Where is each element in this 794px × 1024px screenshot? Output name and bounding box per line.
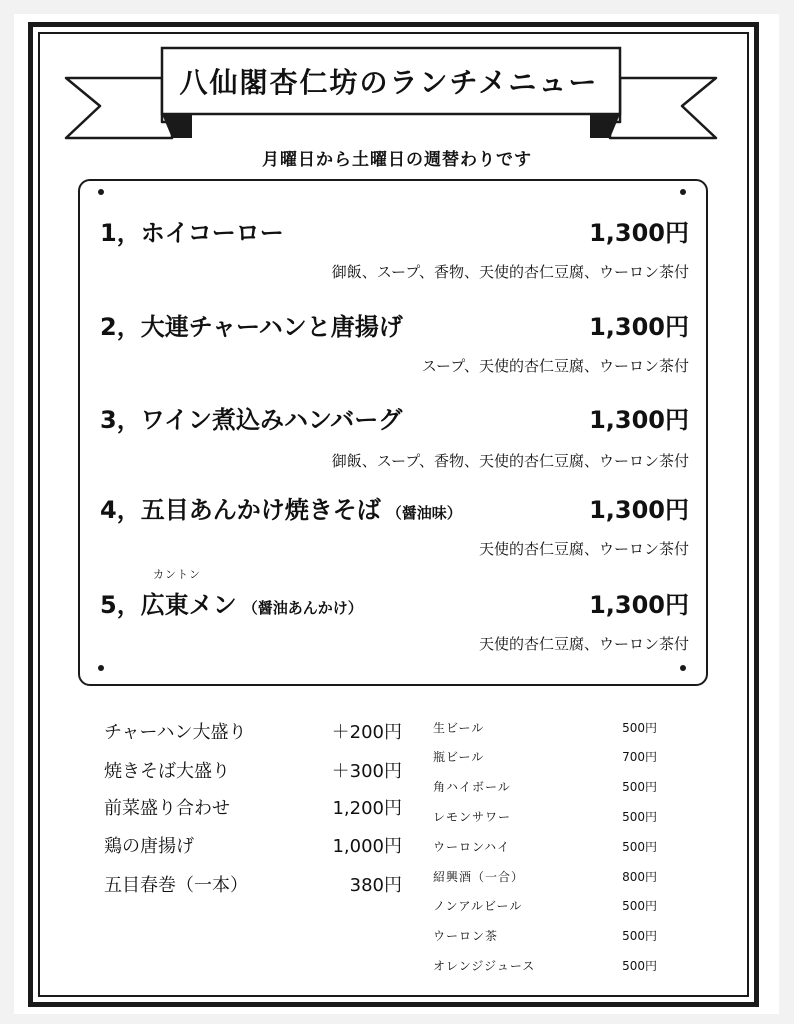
side-item-price: 1,200円 [332,798,402,819]
menu-item-note: （醤油あんかけ） [242,599,363,617]
menu-item-includes: スープ、天使的杏仁豆腐、ウーロン茶付 [421,357,689,375]
menu-item-ruby: カントン [153,568,201,581]
corner-dot [680,189,686,195]
drink-item-name: 紹興酒（一合） [433,870,525,884]
drink-item-name: ウーロンハイ [433,840,511,854]
drink-item-price: 500円 [622,721,657,735]
side-item-price: 1,000円 [332,836,402,857]
drink-item-name: 生ビール [433,721,485,735]
drink-item-price: 500円 [622,929,657,943]
side-item-price: 380円 [349,875,402,896]
menu-item-price: 1,300円 [589,219,689,247]
menu-item-price: 1,300円 [589,496,689,524]
menu-item-name: 1，ホイコーロー [100,219,284,247]
menu-item-note: （醤油味） [386,504,462,522]
menu-item-price: 1,300円 [589,591,689,619]
drink-item-price: 700円 [622,750,657,764]
side-item-name: 鶏の唐揚げ [104,836,194,857]
side-item-price: ＋200円 [331,722,402,743]
menu-item-includes: 天使的杏仁豆腐、ウーロン茶付 [478,540,689,558]
corner-dot [98,189,104,195]
menu-item-includes: 御飯、スープ、香物、天使的杏仁豆腐、ウーロン茶付 [331,452,689,470]
corner-dot [680,665,686,671]
side-item-name: 焼きそば大盛り [104,761,230,782]
drink-item-name: ウーロン茶 [433,929,499,943]
menu-item-name: 4，五目あんかけ焼きそば （醤油味） [100,496,462,524]
menu-item-name: 3，ワイン煮込みハンバーグ [100,406,403,434]
menu-item-includes: 御飯、スープ、香物、天使的杏仁豆腐、ウーロン茶付 [331,263,689,281]
menu-item-price: 1,300円 [589,406,689,434]
side-item-name: 五目春巻（一本） [104,875,248,896]
drink-item-price: 500円 [622,810,657,824]
menu-title: 八仙閣杏仁坊のランチメニュー [179,66,599,99]
menu-item-includes: 天使的杏仁豆腐、ウーロン茶付 [478,635,689,653]
drink-item-price: 500円 [622,899,657,913]
menu-subtitle: 月曜日から土曜日の週替わりです [262,150,532,170]
corner-dot [98,665,104,671]
drink-item-price: 500円 [622,840,657,854]
side-item-name: 前菜盛り合わせ [104,798,230,819]
menu-item-name: 5，広東メン （醤油あんかけ） [100,591,363,619]
side-item-price: ＋300円 [331,761,402,782]
drink-item-name: 瓶ビール [433,750,485,764]
drink-item-name: ノンアルビール [433,899,523,913]
menu-item-price: 1,300円 [589,313,689,341]
drink-item-name: レモンサワー [433,810,512,824]
drink-item-price: 500円 [622,959,657,973]
drink-item-name: 角ハイボール [433,780,511,794]
side-item-name: チャーハン大盛り [104,722,247,743]
drink-item-name: オレンジジュース [433,959,536,973]
drink-item-price: 800円 [622,870,657,884]
drink-item-price: 500円 [622,780,657,794]
menu-item-name: 2，大連チャーハンと唐揚げ [100,313,403,341]
